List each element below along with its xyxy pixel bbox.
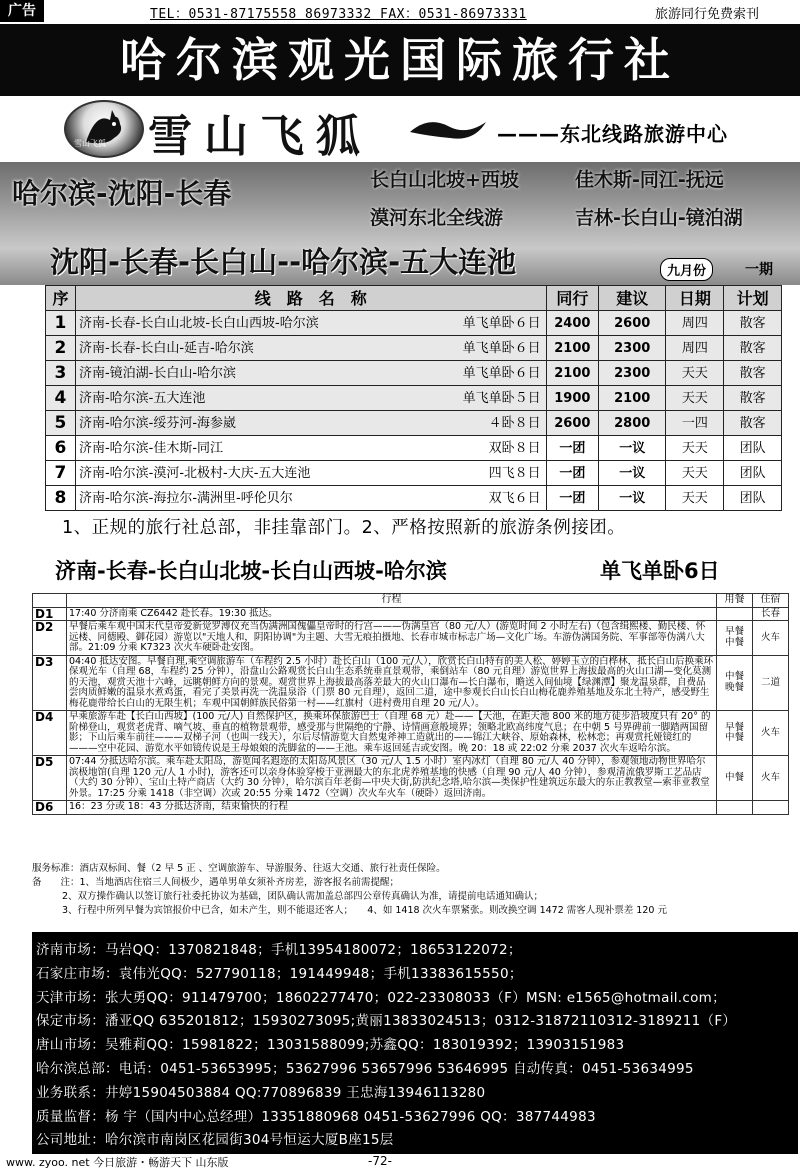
plan-type: 散客 [724,411,782,436]
route-name-cell [75,411,546,436]
route-name: 济南-哈尔滨-漠河-北极村-大庆-五大连池 [78,465,311,481]
col-header: 住宿 [753,594,789,608]
day-text: 早餐后乘车观中国末代皇帝爱新觉罗溥仪充当伪满洲国傀儡皇帝时的行宫———伪满皇宫（80 元/人）(游览时间 2 小时左右)（包含缉熙楼、勤民楼、怀远楼、同德殿、御花园）游览以"天地人和，阴阳协调"为主题、大雪无痕拍摄地、长春市城市标志广场—文化广场。车游伪满国务院、军事部等伪满八大部。21:09 分乘 K7323 次火车硬卧赴安图。 [67,621,717,656]
page-number: -72- [368,1154,392,1168]
route-name-cell [75,461,546,486]
free-label: 旅游同行免费索刊 [655,7,760,22]
brand-subtitle: ———东北线路旅游中心 [497,122,728,146]
routes-header-row [46,286,782,311]
route-transport: 单飞单卧６日 [462,315,541,331]
col-header: 同行 [546,286,598,311]
company-title: 哈尔滨观光国际旅行社 [120,33,680,87]
departure-day: 周四 [666,336,724,361]
suggested-price: 一议 [599,436,666,461]
footer-contact-line: 天津市场：张大勇QQ：911479700；18602277470；022-23308033（F）MSN: e1565@hotmail.com； [36,989,726,1006]
top-bar [0,0,800,24]
col-header: 行程 [67,594,717,608]
footer-contact-line: 济南市场：马岩QQ：1370821848；手机13954180072；18653122072； [36,942,522,958]
stay-cell [753,801,789,815]
table-row [46,336,782,361]
period-badge: 九月份 [660,258,713,281]
peer-price: 2400 [546,311,598,336]
service-standard: 服务标准：酒店双标间、餐（2 早 5 正 、空调旅游车、导游服务、往返大交通、旅行社责任保险。 [32,863,446,874]
day-label: D5 [33,756,67,801]
day-text: 17:40 分济南乘 CZ6442 赴长春。19:30 抵达。 [67,607,717,621]
suggested-price: 2600 [599,311,666,336]
suggested-price: 2100 [599,386,666,411]
meal-cell: 早餐 中餐 [717,621,753,656]
policy-text: 1、正规的旅行社总部，非挂靠部门。2、严格按照新的旅游条例接团。 [62,518,626,538]
brand-name: 雪山飞狐 [148,111,372,162]
itinerary-row [33,655,789,711]
day-text: 04:40 抵达安图。早餐自理,乘空调旅游车（车程约 2.5 小时）赴长白山（100 元/人），欣赏长白山特有的美人松、婷婷玉立的白桦林，抵长白山后换乘环保观光车（自理 68，车程约 25 分钟），沿盘山公路观赏长白山生态系统垂直景观带，乘倒站车（80 元自理）游览世界上海拔最高的火山口湖—变化莫测的天池，观赏天池十六峰，远眺朝鲜方向的景观。观赏世界上海拔最高落差最大的火山口瀑布—长白瀑布，瞻送入间仙境【绿渊潭】聚龙温泉群，自费品尝肉质鲜嫩的温泉水煮鸡蛋，看完了美景再洗一洗温泉浴（门票 80 元自理），返回二道，途中参观长白山长白山梅花鹿养殖基地及东北土特产，感受野生梅花鹿带给长白山的无限生机；车观中国朝鲜族民俗第一村——红旗村（进村费用自理 20 元/人）。 [67,655,717,711]
footer-contact-line: 唐山市场：吴雅莉QQ：15981822；13031588099;苏鑫QQ：183019392；13903151983 [36,1037,625,1054]
website-line: www. zyoo. net 今日旅游・畅游天下 山东版 [6,1156,229,1169]
day-label: D6 [33,801,67,815]
meal-cell: 早餐 中餐 [717,711,753,756]
route-transport: ４卧８日 [488,415,541,431]
suggested-price: 2300 [599,361,666,386]
route-transport: 单飞单卧６日 [462,365,541,381]
promo-tag: 长白山北坡+西坡 [370,169,519,191]
route-number: 6 [46,436,76,461]
peer-price: 2100 [546,336,598,361]
route-name-cell [75,486,546,511]
itinerary-row [33,801,789,815]
departure-day: 天天 [666,461,724,486]
day-label: D1 [33,607,67,621]
contact-line: TEL：0531-87175558 86973332 FAX：0531-86973331 [150,7,527,22]
route-name: 济南-长春-长白山-延吉-哈尔滨 [78,340,254,356]
route-transport: 双卧８日 [488,440,541,456]
col-header [33,594,67,608]
route-number: 5 [46,411,76,436]
suggested-price: 2800 [599,411,666,436]
footer-contact-line: 哈尔滨总部：电话：0451-53653995；53627996 53657996 53646995 自动传真：0451-53634995 [36,1061,694,1077]
day-text: 16：23 分或 18：43 分抵达济南，结束愉快的行程 [67,801,717,815]
fox-tail-icon [408,112,488,146]
plan-type: 散客 [724,361,782,386]
route-name: 济南-哈尔滨-海拉尔-满洲里-呼伦贝尔 [78,490,293,506]
plan-type: 团队 [724,461,782,486]
peer-price: 2100 [546,361,598,386]
route-name-cell [75,386,546,411]
route-number: 4 [46,386,76,411]
col-header: 序 [46,286,76,311]
col-header: 日期 [666,286,724,311]
feature-route: 济南-长春-长白山北坡-长白山西坡-哈尔滨 [55,559,447,583]
footer-contact-line: 保定市场：潘亚QQ 635201812；15930273095;黄丽13833024513；0312-31872110312-3189211（F） [36,1013,737,1030]
itinerary-header-row [33,594,789,608]
departure-day: 天天 [666,436,724,461]
peer-price: 1900 [546,386,598,411]
departure-day: 周四 [666,311,724,336]
suggested-price: 2300 [599,336,666,361]
peer-price: 2600 [546,411,598,436]
col-header: 建议 [599,286,666,311]
footer-contact-line: 公司地址：哈尔滨市南岗区花园街304号恒运大厦B座15层 [36,1132,394,1149]
stay-cell: 火车 [753,711,789,756]
plan-type: 团队 [724,486,782,511]
period-suffix: 一期 [745,262,773,278]
route-number: 2 [46,336,76,361]
day-label: D2 [33,621,67,656]
plan-type: 散客 [724,311,782,336]
day-text: 07:44 分抵达哈尔滨。乘车赴太阳岛，游览闻名遐迩的太阳岛风景区（30 元/人 1.5 小时）室内冰灯（自理 80 元/人 40 分钟），参观领地动物世界哈尔滨极地馆(自理 120 元/人 1 小时)，游客还可以亲身体验穿梭于亚洲最大的东北虎养殖基地的快感（自理 90 元/人 40 分钟），参观清流俄罗斯工艺品店（大约 30 分钟）、宝山土特产商店（大约 30 分钟），哈尔滨百年老街—中央大街,防洪纪念塔,哈尔滨—类保护性建筑远东最大的东正教教堂—索菲亚教堂外景。17:25 分乘 1418（非空调）次或 20:55 分乘 1472（空调）次火车火车（硬卧）返回济南。 [67,756,717,801]
stay-cell: 二道 [753,655,789,711]
footer-contact-line: 石家庄市场：袁伟光QQ：527790118；191449948；手机13383615550； [36,965,523,982]
route-name-cell [75,311,546,336]
notes-section [32,862,789,918]
table-row [46,386,782,411]
promo-tag: 佳木斯-同江-抚远 [575,169,724,191]
stay-cell: 长春 [753,607,789,621]
note-item: 3、行程中所列早餐为宾馆报价中已含，如未产生，则不能退还客人； 4、如 1418 次火车票紧张。则改换空调 1472 需客人现补票差 120 元 [62,905,667,916]
meal-cell [717,801,753,815]
itinerary-row [33,607,789,621]
note-item: 2、双方操作确认以签订旅行社委托协议为基础，团队确认需加盖总部四公章传真确认为准，请提前电话通知确认； [62,891,544,902]
route-name: 济南-长春-长白山北坡-长白山西坡-哈尔滨 [78,315,319,331]
footer-contact-line: 质量监督：杨 宇（国内中心总经理）13351880968 0451-53627996 QQ：387744983 [36,1108,596,1125]
route-name-cell [75,336,546,361]
table-row [46,411,782,436]
route-name: 济南-哈尔滨-五大连池 [78,390,206,406]
fox-logo-icon [64,100,144,158]
ad-tag: 广告 [0,0,44,22]
departure-day: 天天 [666,361,724,386]
footer-contact-line: 业务联系：井婷15904503884 QQ:770896839 王忠海13946113280 [36,1084,486,1101]
col-header: 计划 [724,286,782,311]
table-row [46,361,782,386]
route-number: 7 [46,461,76,486]
route-name-cell [75,361,546,386]
main-route-title: 沈阳-长春-长白山--哈尔滨-五大连池 [50,245,517,279]
day-label: D3 [33,655,67,711]
plan-type: 散客 [724,336,782,361]
route-name-cell [75,436,546,461]
plan-type: 散客 [724,386,782,411]
day-text: 早乘旅游车赴【长白山西坡】(100 元/人) 自然保护区，换乘环保旅游巴士（自理 68 元）赴——【天池，在距天池 800 米的地方徒步沿坡度只有 20° 的阶梯登山，观赏老虎背、嘀气坡、垂直的植物景观带，感受那与世隔绝的宁静、诗情画意般境界；领略北欧高纬度气息；在中朝 5 号界碑前一脚踏两国留影；下山后乘车前往———双梯子河（也叫一线天），尔后尽情游览大自然鬼斧神工造就出的——锦江大峡谷、原始森林，松林恋；再观赏托娅镜红的———空中花园、游览水平如镜传说是王母娘娘的洗脚盆的——王池。乘车返回延吉或安图。晚 20：18 或 22:02 分乘 2037 次火车返哈尔滨。 [67,711,717,756]
route-number: 8 [46,486,76,511]
table-row [46,436,782,461]
suggested-price: 一议 [599,486,666,511]
peer-price: 一团 [546,461,598,486]
route-name: 济南-哈尔滨-佳木斯-同江 [78,440,224,456]
peer-price: 一团 [546,436,598,461]
stay-cell: 火车 [753,621,789,656]
table-row [46,461,782,486]
notes-label: 备 注： [32,877,80,888]
route-transport: 单飞单卧５日 [462,390,541,406]
day-label: D4 [33,711,67,756]
promo-tag: 漠河东北全线游 [370,207,504,229]
logo-text: 雪山飞狐 [74,139,106,148]
route-transport: 四飞８日 [488,465,541,481]
promo-tag: 吉林-长白山-镜泊湖 [575,207,743,229]
route-name: 济南-镜泊湖-长白山-哈尔滨 [78,365,237,381]
peer-price: 一团 [546,486,598,511]
table-row [46,486,782,511]
route-number: 3 [46,361,76,386]
departure-day: 天天 [666,486,724,511]
itinerary-row [33,756,789,801]
route-name: 济南-哈尔滨-绥芬河-海参崴 [78,415,237,431]
meal-cell [717,607,753,621]
meal-cell: 中餐 [717,756,753,801]
plan-type: 团队 [724,436,782,461]
feature-transport: 单飞单卧6日 [600,559,720,583]
routes-table [45,285,782,511]
route-transport: 双飞６日 [488,490,541,506]
col-header: 用餐 [717,594,753,608]
suggested-price: 一议 [599,461,666,486]
table-row [46,311,782,336]
meal-cell: 中餐 晚餐 [717,655,753,711]
itinerary-row [33,711,789,756]
departure-day: 一四 [666,411,724,436]
route-transport: 单飞单卧６日 [462,340,541,356]
note-item: 备 注：1、当地酒店住宿三人间极少，遇单男单女须补齐房差，游客报名前需提醒； [32,877,400,888]
departure-day: 天天 [666,386,724,411]
promo-route: 哈尔滨-沈阳-长春 [12,177,232,210]
itinerary-table [32,593,789,815]
route-number: 1 [46,311,76,336]
itinerary-row [33,621,789,656]
col-header: 线 路 名 称 [75,286,546,311]
stay-cell: 火车 [753,756,789,801]
